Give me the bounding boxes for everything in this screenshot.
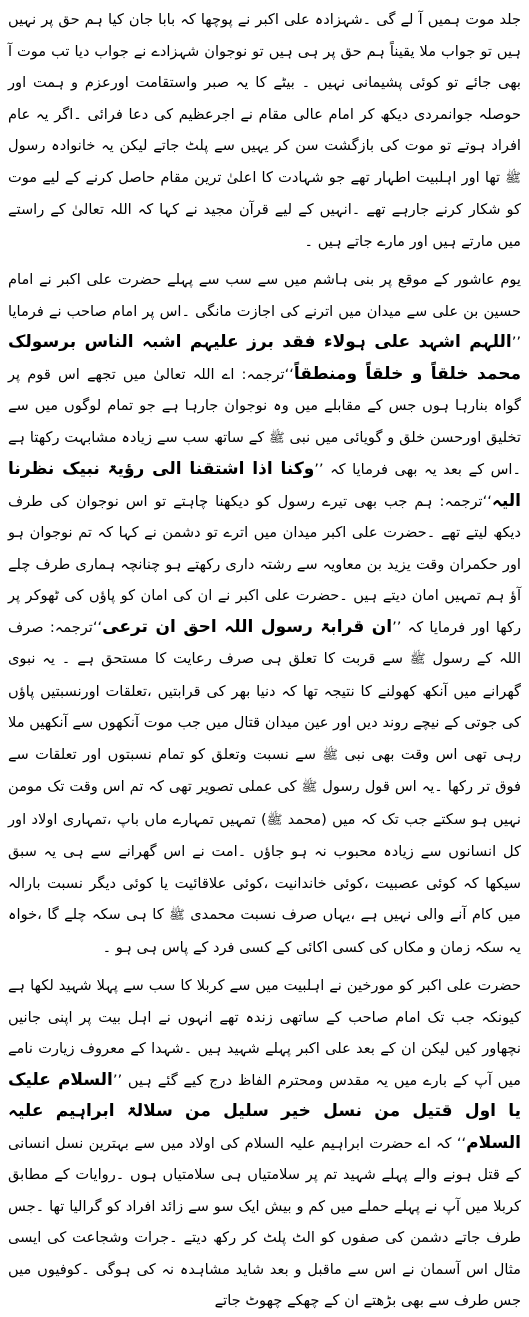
salawat-symbol: ﷺ [409, 652, 426, 667]
salawat-symbol: ﷺ [268, 430, 285, 446]
salawat-symbol: ﷺ [505, 170, 521, 186]
arabic-quote-1: اللہم اشہد علی ہولاء فقد برز علیہم اشبہ الناس برسولک محمد خلقاً و خلقاً ومنطقاً [8, 332, 521, 384]
text-run: ‘‘ کہ اے حضرت ابراہیم علیہ السلام کی اولاد میں سے بہترین نسل انسانی کے قتل ہونے والے پہلے شہید تم پر سلامتیاں ہی سلامتیاں ہوں ۔روایات کے مطابق کربلا میں آپ نے پہلے حملے میں کم و بیش ایک سو سے زائد افراد کو گرالیا تھا ۔جس طرف جاتے دشمن کی صفوں کو الٹ پلٹ کر رکھ دیتے ۔جرات وشجاعت کی ایسی مثال اس آسمان نے اس سے ماقبل و بعد شاید مشاہدہ نہ کی ہوگی ۔کوفیوں میں جس طرف سے بھی بڑھتے ان کے چھکے چھوٹ جاتے [8, 1134, 521, 1309]
salawat-symbol: ﷺ [301, 780, 318, 795]
text-run: سے قربت کا تعلق ہی صرف رعایت کا مستحق ہے ۔ یہ نبوی گھرانے میں آنکھ کھولنے کا نتیجہ تھا کہ دنیا بھر کی قرابتیں ،تعلقات اورنسبتیں پاؤں کی جوتی کے نیچے روند دیں اور عین میدان قتال میں جب موت آنکھوں سے آنکھیں ملا رہی تھی اس وقت بھی نبی [8, 650, 521, 763]
paragraph-first-martyr [8, 970, 521, 1317]
text-run: سے نسبت وتعلق کو تمام نسبتوں اور تعلقات سے فوق تر رکھا ۔یہ اس قول رسول [8, 745, 521, 795]
text-run: کا ہی سکہ چلے گا ،خواہ یہ سکہ زمان و مکاں کی کسی اکائی کے کسی فرد کے پاس ہی ہو ۔ [8, 906, 521, 956]
text-run: کے ساتھ سب سے زیادہ مشابہت رکھتا ہے ۔اس کے بعد یہ بھی فرمایا کہ ’’ [8, 428, 521, 478]
arabic-quote-2: وکنا اذا اشتقنا الی رؤیۃ نبیک نظرنا الیہ [8, 459, 521, 511]
salawat-symbol: ﷺ [266, 812, 283, 828]
text-run: حضرت علی اکبر کو مورخین نے اہلبیت میں سے کربلا کا سب سے پہلا شہید لکھا ہے کیونکہ جب تک امام صاحب کے ساتھی زندہ تھے انہوں نے اہل بیت پر اپنی جانیں نچھاور کیں لیکن ان کے بعد علی اکبر پہلے شہید ہیں ۔شہدا کے معروف زیارت نامے میں آپ کے بارے میں یہ مقدس ومحترم الفاظ درج کیے گئے ہیں ’’ [8, 977, 521, 1089]
text-run: ‘‘ترجمہ: اے اللہ تعالیٰ میں تجھے اس قوم پر گواہ بنارہا ہوں جس کے مقابلے میں وہ نوجوان جارہا ہے جو تمام لوگوں میں سے تخلیق اورحسن خلق و گویائی میں نبی [8, 365, 521, 446]
text-run: تھا اور اہلبیت اطہار تھے جو شہادت کا اعلیٰ ترین مقام حاصل کرنے کے لیے موت کو شکار کرنے جارہے تھے ۔انہیں کے لیے قرآن مجید نے کہا کہ اللہ تعالیٰ کے راستے میں مارتے ہیں اور مارے جاتے ہیں ۔ [8, 168, 521, 250]
arabic-quote-3: ان قرابۃ رسول اللہ احق ان ترعی [102, 616, 393, 637]
text-run: ) تمہیں تمہارے ماں باپ ،تمہاری اولاد اور کل انسانوں سے زیادہ محبوب نہ ہو جاؤں ۔امت نے اس گھرانے سے ہی یہ سبق سیکھا کہ کوئی عصبیت ،کوئی خاندانیت ،کوئی علاقائیت یا کوئی دیگر نسبت بارالہ میں کام آنے والی نہیں ہے ،یہاں صرف نسبت محمدی [8, 810, 521, 923]
text-run: ‘‘ترجمہ: ہم جب بھی تیرے رسول کو دیکھنا چاہتے تو اس نوجوان کی طرف دیکھ لیتے تھے ۔حضرت علی اکبر میدان میں اترے تو دشمن نے کہا کہ تم نوجوان ہو اور حکمران وقت یزید بن معاویہ سے رشتہ داری رکھتے ہو چنانچہ ہماری طرف چلے آؤ ہم تمہیں امان دیتے ہیں ۔حضرت علی اکبر نے ان کی امان کو پاؤں کی ٹھوکر پر رکھا اور فرمایا کہ ’’ [8, 492, 522, 636]
text-run: ‘‘ترجمہ: صرف اللہ کے رسول [8, 618, 521, 667]
salawat-symbol: ﷺ [322, 747, 339, 763]
arabic-quote-4: السلام علیک یا اول قتیل من نسل خیر سلیل من سلالۃ ابراہیم علیہ السلام [8, 1069, 521, 1153]
salawat-symbol: ﷺ [169, 908, 185, 923]
text-run: یوم عاشور کے موقع پر بنی ہاشم میں سے سب سے پہلے حضرت علی اکبر نے امام حسین بن علی سے میدان میں اترنے کی اجازت مانگی ۔اس پر امام صاحب نے فرمایا ’’ [8, 271, 521, 351]
text-run: جلد موت ہمیں آ لے گی ۔شہزادہ علی اکبر نے پوچھا کہ بابا جان کیا ہم حق پر نہیں ہیں تو جواب ملا یقیناً ہم حق پر ہی ہیں تو نوجوان شہزادے نے جواب دیا تب موت آ بھی جائے تو کوئی پشیمانی نہیں ۔ بیٹے کا یہ صبر واستقامت اورعزم و ہمت اور حوصلہ جوانمردی دیکھ کر امام عالی مقام نے اجرعظیم کی دعا فرائی ۔اگر یہ عام افراد ہوتے تو موت کی بازگشت سن کر یہیں سے پلٹ جاتے لیکن یہ خانوادہ رسول [8, 11, 521, 154]
paragraph-intro [8, 4, 521, 257]
paragraph-spacer [8, 963, 521, 970]
text-run: کی عملی تصویر تھی کہ تم اس وقت تک مومن نہیں ہو سکتے جب تک کہ میں (محمد [8, 778, 521, 828]
paragraph-ashura [8, 264, 521, 963]
paragraph-spacer [8, 257, 521, 264]
